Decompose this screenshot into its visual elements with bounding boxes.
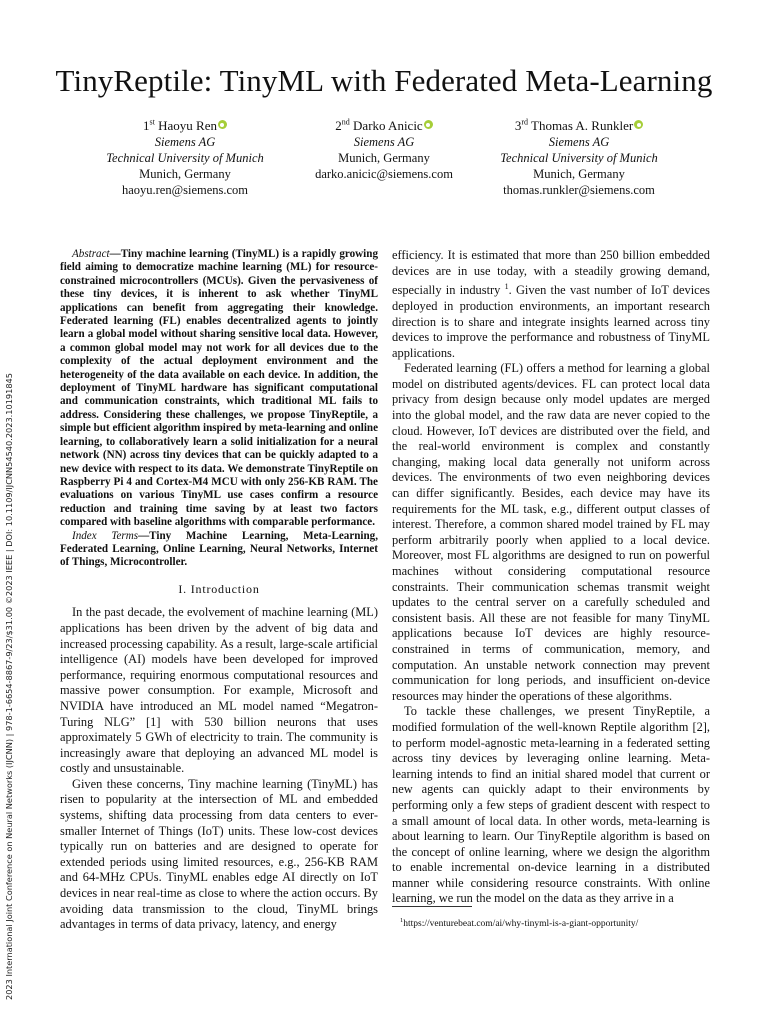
- author-ordinal: 1: [143, 118, 150, 133]
- author-institution: Technical University of Munich: [106, 151, 264, 165]
- abstract-text: —Tiny machine learning (TinyML) is a rapidly growing field aiming to democratize machine learning (ML) for resource-constrained microcontrollers (MCUs). Given the pervasiveness of these tiny devices, it is inherent to ask whether TinyML applications can benefit from aggregating their knowledge. Federated learning (FL) enables decentralized agents to jointly learn a global model without sharing sensitive local data. However, a common global model may not work for all devices due to the complexity of the actual deployment environment and the heterogeneity of the data available on each device. In addition, the deployment of TinyML hardware has significant computational and communication constraints, which traditional ML fails to address. Considering these challenges, we propose TinyReptile, a simple but efficient algorithm inspired by meta-learning and online learning, to collaboratively learn a solid initialization for a neural network (NN) across tiny devices that can be quickly adapted to a new device with respect to its data. We demonstrate TinyReptile on Raspberry Pi 4 and Cortex-M4 MCU with only 256-KB RAM. The evaluations on various TinyML use cases confirm a resource reduction and training time saving by at least two factors compared with baseline algorithms with comparable performance.: [60, 248, 378, 529]
- paragraph-text: efficiency. It is estimated that more than 250 billion embedded devices are in use today, with a steadily growing demand, especially in industry: [392, 248, 710, 298]
- footnote-number: 1: [400, 917, 404, 924]
- author-name: Darko Anicic: [353, 118, 423, 133]
- author-name: Haoyu Ren: [158, 118, 217, 133]
- side-banner: 2023 International Joint Conference on Neural Networks (IJCNN) | 978-1-6654-8867-9/23/$31.00 ©2023 IEEE | DOI: 10.1109/IJCNN54540.2023.10191845: [4, 373, 14, 1000]
- author-location: Munich, Germany: [139, 167, 231, 181]
- paragraph: To tackle these challenges, we present TinyReptile, a modified formulation of the well-known Reptile algorithm [2], to perform model-agnostic meta-learning in a federated setting across tiny devices by leveraging online learning. Meta-learning intends to find an initial shared model that current or new agents can quickly adapt to their environments by performing only a few steps of gradient descent with respect to a small amount of local data. In other words, meta-learning is about learning to learn. Our TinyReptile algorithm is based on the concept of online learning, where we design the algorithm to enable incremental on-device learning in a distributed manner while considering resource constraints. With online learning, we run the model on the data as they arrive in a: [392, 704, 710, 906]
- paragraph: [392, 248, 710, 361]
- abstract: [60, 248, 378, 530]
- orcid-icon[interactable]: [424, 120, 433, 129]
- paragraph-text: . Given the vast number of IoT devices deployed in production environments, an important research direction is to share and integrate insights learned across tiny devices to improve the performance and robustness of TinyML applications.: [392, 283, 710, 360]
- author-email[interactable]: darko.anicic@siemens.com: [315, 167, 453, 181]
- author-name: Thomas A. Runkler: [531, 118, 634, 133]
- author-affiliation: Siemens AG: [353, 135, 415, 149]
- index-terms-text: —Tiny Machine Learning, Meta-Learning, Federated Learning, Online Learning, Neural Networks, Internet of Things, Microcontroller.: [60, 529, 378, 569]
- author-location: Munich, Germany: [338, 151, 430, 165]
- author-block-3: [459, 118, 699, 198]
- abstract-label: Abstract: [72, 248, 110, 260]
- author-ordinal-suffix: st: [149, 117, 155, 127]
- footnote-link[interactable]: https://venturebeat.com/ai/why-tinyml-is-a-giant-opportunity/: [403, 919, 639, 930]
- author-institution: Technical University of Munich: [500, 151, 658, 165]
- author-ordinal-suffix: nd: [341, 117, 350, 127]
- author-name-line: [459, 118, 699, 134]
- footnote-mark[interactable]: 1: [504, 282, 509, 292]
- section-heading: I. Introduction: [178, 581, 260, 596]
- paragraph: Given these concerns, Tiny machine learning (TinyML) has risen to popularity at the intersection of ML and embedded systems, shifting data processing from data centers to ever-smaller Internet of Things (IoT) units. These low-cost devices typically run on batteries and are designed to operate for extended periods using limited resources, e.g., 256-KB RAM and 64-MHz CPUs. TinyML enables edge AI directly on IoT devices in near real-time as close to where the action occurs. By avoiding data transmission to the cloud, TinyML brings advantages in terms of data privacy, latency, and energy: [60, 776, 378, 932]
- left-column: [60, 248, 378, 933]
- footnote: [400, 915, 720, 930]
- orcid-icon[interactable]: [218, 120, 227, 129]
- author-ordinal-suffix: rd: [521, 117, 528, 127]
- author-ordinal: 3: [514, 118, 522, 133]
- footnote-rule: [392, 906, 472, 907]
- author-affiliation: Siemens AG: [548, 135, 610, 149]
- index-terms-label: Index Terms: [72, 529, 139, 542]
- paper-title: TinyReptile: TinyML with Federated Meta-Learning: [55, 63, 713, 98]
- author-ordinal: 2: [335, 118, 342, 133]
- author-affiliation: Siemens AG: [154, 135, 216, 149]
- author-email[interactable]: haoyu.ren@siemens.com: [121, 183, 249, 197]
- author-email[interactable]: thomas.runkler@siemens.com: [503, 183, 655, 197]
- orcid-icon[interactable]: [634, 120, 643, 129]
- index-terms: [60, 530, 378, 570]
- paragraph: Federated learning (FL) offers a method for learning a global model on distributed agents/devices. FL can protect local data privacy from design because only model updates are merged into the global model, and the raw data are never copied to the cloud. However, IoT devices are distributed over the field, and the real-world environment is complex and constantly changing, making local data generally not uniform across devices. The environments of two even neighboring devices can differ significantly. Besides, each device may have its requirements for the ML task, e.g., different output classes of interest. Therefore, a common shared model trained by FL may perform arbitrarily poorly when applied to a local device. Moreover, most FL algorithms are designed to run on powerful machines without considering computational resource constraints. Their communication schemas transmit weight updates to the central server on a carefully scheduled and consistent basis. All these are not feasible for many TinyML applications because IoT devices are highly resource-constrained in terms of communication, memory, and computation. An unstable network connection may prevent communication for long periods, and insufficient on-device resources may hinder the operations of these algorithms.: [392, 361, 710, 703]
- paragraph: In the past decade, the evolvement of machine learning (ML) applications has been driven by the advent of big data and increased processing capability. As a result, large-scale artificial intelligence (AI) models have been developed for improved performance, requiring enormous computational resources and massive power consumption. For example, Microsoft and NVIDIA have introduced an ML model named “Megatron-Turing NLG” [1] with 530 billion neurons that uses approximately 5 GWh of electricity to train. The community is increasingly aware that deploying an advanced ML model is costly and unsustainable.: [60, 605, 378, 776]
- right-column: [392, 248, 710, 907]
- author-location: Munich, Germany: [533, 167, 625, 181]
